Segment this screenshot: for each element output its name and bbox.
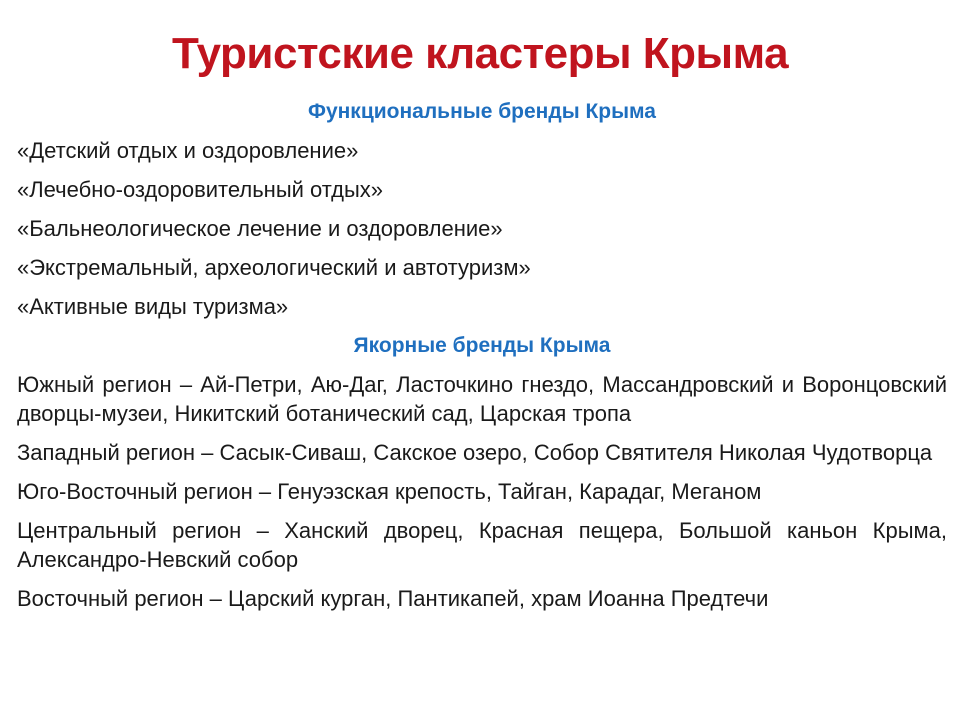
anchor-brand-item-west: Западный регион – Сасык-Сиваш, Сакское озеро, Собор Святителя Николая Чудотворца <box>17 440 933 465</box>
functional-brands-list <box>17 136 947 321</box>
functional-brands-heading: Функциональные бренды Крыма <box>308 100 656 123</box>
anchor-brand-item-south: Южный регион – Ай-Петри, Аю-Даг, Ласточкино гнездо, Массандровский и Воронцовский дворцы-музеи, Никитский ботанический сад, Царская тропа <box>17 372 947 426</box>
functional-brand-item: «Детский отдых и оздоровление» <box>17 138 359 163</box>
anchor-brand-item-southeast: Юго-Восточный регион – Генуэзская крепость, Тайган, Карадаг, Меганом <box>17 479 762 504</box>
functional-brand-item: «Активные виды туризма» <box>17 294 289 319</box>
anchor-brands-heading: Якорные бренды Крыма <box>353 334 611 357</box>
functional-brand-item: «Бальнеологическое лечение и оздоровление» <box>17 216 503 241</box>
slide-title: Туристские кластеры Крыма <box>171 29 789 78</box>
anchor-brand-item-east: Восточный регион – Царский курган, Пантикапей, храм Иоанна Предтечи <box>17 586 769 611</box>
functional-brand-item: «Экстремальный, археологический и автотуризм» <box>17 255 531 280</box>
anchor-brand-item-central: Центральный регион – Ханский дворец, Красная пещера, Большой каньон Крыма, Александро-Невский собор <box>17 518 947 572</box>
anchor-brands-list <box>17 370 947 613</box>
functional-brand-item: «Лечебно-оздоровительный отдых» <box>17 177 384 202</box>
slide-content <box>17 97 947 623</box>
